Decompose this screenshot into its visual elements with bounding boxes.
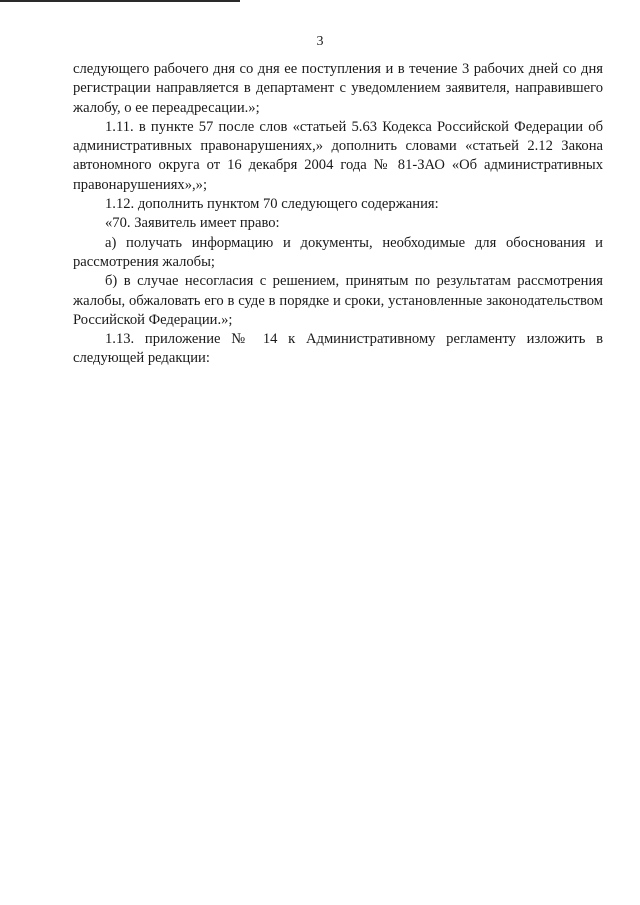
document-body (73, 60, 603, 369)
paragraph-70-a: а) получать информацию и документы, необходимые для обоснования и рассмотрения жалобы; (73, 234, 603, 270)
paragraph-70-heading: «70. Заявитель имеет право: (105, 215, 280, 232)
paragraph-1-13: 1.13. приложение № 14 к Административному регламенту изложить в следующей редакции: (73, 331, 603, 367)
paragraph-1-12: 1.12. дополнить пунктом 70 следующего содержания: (105, 196, 439, 213)
paragraph-1-11: 1.11. в пункте 57 после слов «статьей 5.63 Кодекса Российской Федерации об административных правонарушениях,» дополнить словами «статьей 2.12 Закона автономного округа от 16 декабря 2004 года № 81-ЗАО «Об административных правонарушениях»,»; (73, 118, 603, 193)
page-number: 3 (316, 34, 324, 49)
paragraph-continuation: следующего рабочего дня со дня ее поступления и в течение 3 рабочих дней со дня регистрации направляется в департамент с уведомлением заявителя, направившего жалобу, о ее переадресации.»; (73, 61, 603, 116)
top-edge-rule (0, 0, 240, 2)
paragraph-70-b: б) в случае несогласия с решением, принятым по результатам рассмотрения жалобы, обжаловать его в суде в порядке и сроки, установленные законодательством Российской Федерации.»; (73, 273, 603, 328)
